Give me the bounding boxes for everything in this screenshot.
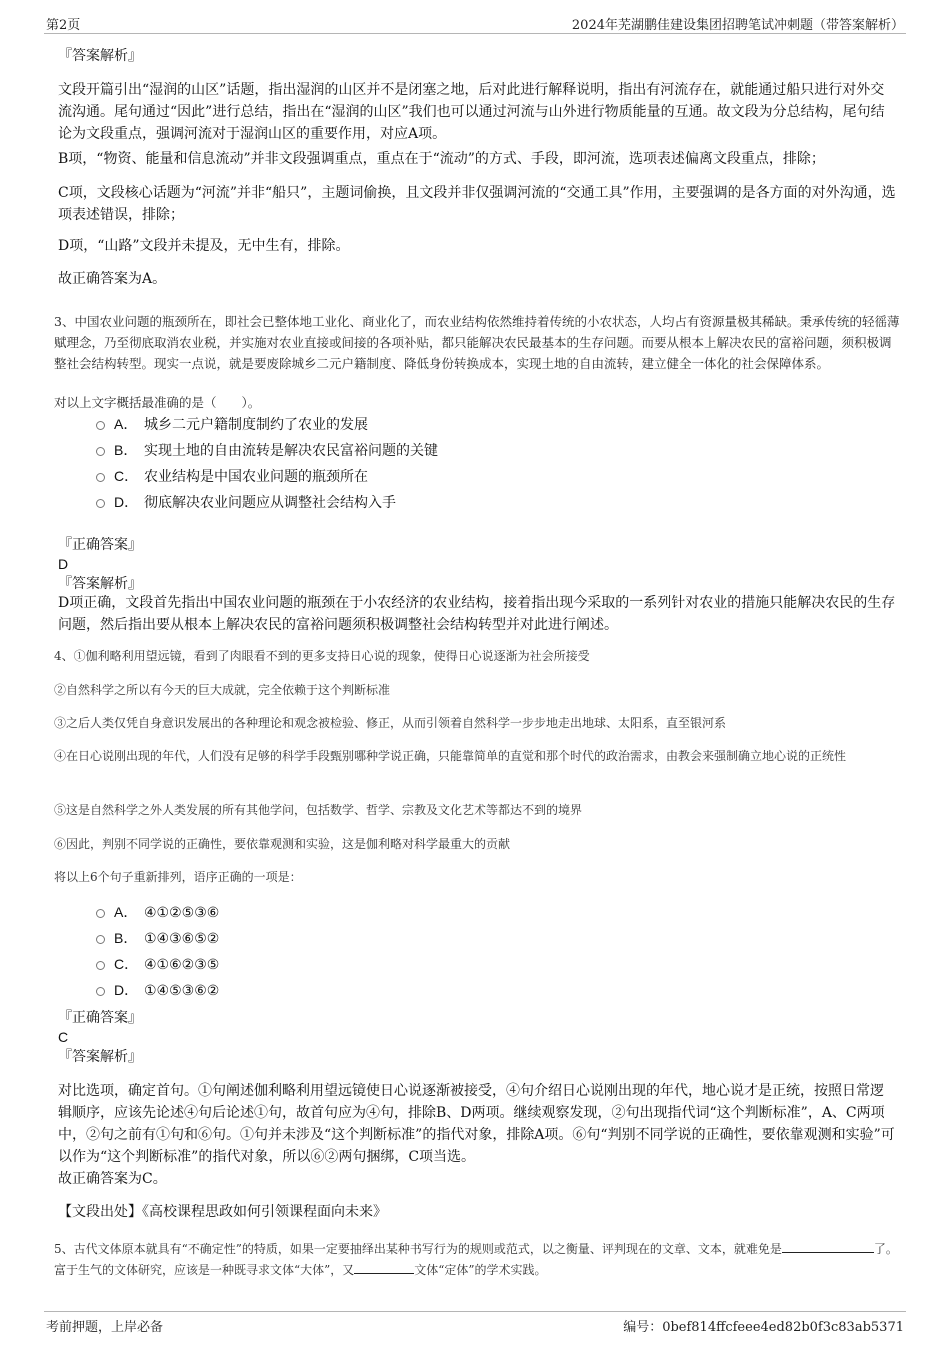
q4-sentence-3: ③之后人类仅凭自身意识发展出的各种理论和观念被检验、修正，从而引领着自然科学一步步地走出地球、太阳系，直至银河系 xyxy=(54,716,727,730)
header-divider xyxy=(44,33,906,34)
q3-stem: 3、中国农业问题的瓶颈所在，即社会已整体地工业化、商业化了，而农业结构依然维持着传统的小农状态，人均占有资源量极其稀缺。秉承传统的轻徭薄赋理念，乃至彻底取消农业税，并实施对农业直接或间接的各项补贴，都只能解决农民最基本的生存问题。而要从根本上解决农民的富裕问题，须积极调整社会结构转型。现实一点说，就是要废除城乡二元户籍制度、降低身份转换成本，实现土地的自由流转，建立健全一体化的社会保障体系。 xyxy=(54,314,900,371)
q4-sentence-4: ④在日心说刚出现的年代，人们没有足够的科学手段甄别哪种学说正确，只能靠简单的直觉和那个时代的政治需求，由教会来强制确立地心说的正统性 xyxy=(54,749,847,763)
q4-answer-label: 『正确答案』 xyxy=(58,1010,142,1026)
q4-sentence-2: ②自然科学之所以有今天的巨大成就，完全依赖于这个判断标准 xyxy=(54,683,391,697)
radio-icon[interactable] xyxy=(96,421,105,430)
q4-question: 将以上6个句子重新排列，语序正确的一项是： xyxy=(54,870,302,884)
radio-icon[interactable] xyxy=(96,473,105,482)
document-serial: 编号：0bef814ffcfeee4ed82b0f3c83ab5371 xyxy=(623,1320,904,1335)
q3-question: 对以上文字概括最准确的是（ ）。 xyxy=(54,395,261,410)
page-number: 第2页 xyxy=(46,18,81,33)
q2-analysis-option-d: D项，“山路”文段并未提及，无中生有，排除。 xyxy=(58,238,350,254)
q4-source: 【文段出处】《高校课程思政如何引领课程面向未来》 xyxy=(58,1204,387,1220)
radio-icon[interactable] xyxy=(96,447,105,456)
q3-answer-label: 『正确答案』 xyxy=(58,537,142,553)
q4-sentence-1: 4、①伽利略利用望远镜，看到了肉眼看不到的更多支持日心说的现象，使得日心说逐渐为社会所接受 xyxy=(54,649,590,663)
q3-analysis-label: 『答案解析』 xyxy=(58,576,142,592)
radio-icon[interactable] xyxy=(96,499,105,508)
q3-option-b[interactable]: B． 实现土地的自由流转是解决农民富裕问题的关键 xyxy=(96,438,438,462)
document-title: 2024年芜湖鹏佳建设集团招聘笔试冲刺题（带答案解析） xyxy=(571,18,904,33)
q2-conclusion: 故正确答案为A。 xyxy=(58,271,167,287)
footer-divider xyxy=(44,1311,906,1312)
radio-icon[interactable] xyxy=(96,987,105,996)
q2-analysis-main: 文段开篇引出“湿润的山区”话题，指出湿润的山区并不是闭塞之地，后对此进行解释说明，指出有河流存在，就能通过船只进行对外交流沟通。尾句通过“因此”进行总结，指出在“湿润的山区”我们也可以通过河流与山外进行物质能量的互通。故文段为分总结构，尾句结论为文段重点，强调河流对于湿润山区的重要作用，对应A项。 xyxy=(58,82,885,142)
q4-option-d[interactable]: D． ①④⑤③⑥② xyxy=(96,978,219,1002)
q3-option-c[interactable]: C． 农业结构是中国农业问题的瓶颈所在 xyxy=(96,464,368,488)
q4-option-c[interactable]: C． ④①⑥②③⑤ xyxy=(96,952,219,976)
q3-option-d[interactable]: D． 彻底解决农业问题应从调整社会结构入手 xyxy=(96,490,396,514)
q2-analysis-option-b: B项，“物资、能量和信息流动”并非文段强调重点，重点在于“流动”的方式、手段，即河流，选项表述偏离文段重点，排除； xyxy=(58,151,825,167)
radio-icon[interactable] xyxy=(96,961,105,970)
radio-icon[interactable] xyxy=(96,909,105,918)
q4-conclusion: 故正确答案为C。 xyxy=(58,1171,167,1187)
q3-option-a[interactable]: A． 城乡二元户籍制度制约了农业的发展 xyxy=(96,412,368,436)
fill-blank-2[interactable] xyxy=(354,1259,414,1274)
fill-blank-1[interactable] xyxy=(782,1238,874,1253)
q4-option-a[interactable]: A． ④①②⑤③⑥ xyxy=(96,900,219,924)
q4-analysis: 对比选项，确定首句。①句阐述伽利略利用望远镜使日心说逐渐被接受，④句介绍日心说刚出现的年代，地心说才是正统，按照日常逻辑顺序，应该先论述④句后论述①句，故首句应为④句，排除B、D两项。继续观察发现，②句出现指代词“这个判断标准”，A、C两项中，②句之前有①句和⑥句。①句并未涉及“这个判断标准”的指代对象，排除A项。⑥句“判别不同学说的正确性，要依靠观测和实验”可以作为“这个判断标准”的指代对象，所以⑥②两句捆绑，C项当选。 xyxy=(58,1083,895,1165)
q4-option-b[interactable]: B． ①④③⑥⑤② xyxy=(96,926,219,950)
q3-answer: D xyxy=(58,556,69,572)
q4-sentence-6: ⑥因此，判别不同学说的正确性，要依靠观测和实验，这是伽利略对科学最重大的贡献 xyxy=(54,837,511,851)
q2-analysis-option-c: C项，文段核心话题为“河流”并非“船只”，主题词偷换，且文段并非仅强调河流的“交通工具”作用，主要强调的是各方面的对外沟通，选项表述错误，排除； xyxy=(58,185,896,223)
q4-sentence-5: ⑤这是自然科学之外人类发展的所有其他学问，包括数学、哲学、宗教及文化艺术等都达不到的境界 xyxy=(54,803,583,817)
q2-analysis-label: 『答案解析』 xyxy=(58,48,142,64)
q4-analysis-label: 『答案解析』 xyxy=(58,1049,142,1065)
q3-analysis: D项正确，文段首先指出中国农业问题的瓶颈在于小农经济的农业结构，接着指出现今采取的一系列针对农业的措施只能解决农民的生存问题，然后指出要从根本上解决农民的富裕问题须积极调整社会结构转型并对此进行阐述。 xyxy=(58,595,896,633)
q4-answer: C xyxy=(58,1029,69,1045)
q5-stem: 5、古代文体原本就具有“不确定性”的特质，如果一定要抽绎出某种书写行为的规则或范式，以之衡量、评判现在的文章、文本，就难免是 了。富于生气的文体研究，应该是一种既寻求文体“大体”，又 文体“定体”的学术实践。 xyxy=(54,1238,900,1280)
radio-icon[interactable] xyxy=(96,935,105,944)
footer-slogan: 考前押题，上岸必备 xyxy=(46,1320,164,1335)
